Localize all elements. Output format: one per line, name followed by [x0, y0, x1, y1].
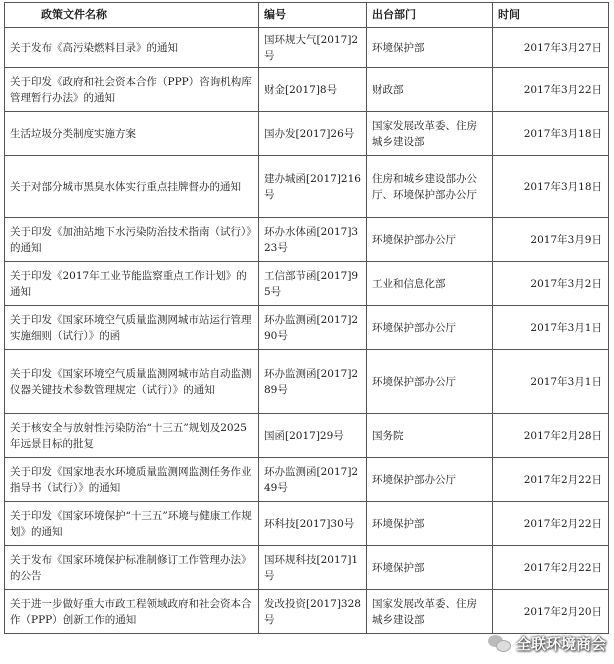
table-row [5, 590, 609, 634]
policy-name-cell: 关于发布《国家环境保护标准制修订工作管理办法》的公告 [5, 546, 259, 590]
table-row [5, 306, 609, 350]
date-cell: 2017年2月20日 [493, 590, 609, 634]
department-cell: 国家发展改革委、住房城乡建设部 [367, 112, 493, 156]
table-row [5, 502, 609, 546]
date-cell: 2017年3月18日 [493, 112, 609, 156]
number-cell: 建办城函[2017]216号 [259, 156, 367, 218]
department-cell: 国家发展改革委、住房城乡建设部 [367, 590, 493, 634]
policy-name-cell: 关于进一步做好重大市政工程领域政府和社会资本合作（PPP）创新工作的通知 [5, 590, 259, 634]
header-row [5, 3, 609, 28]
department-cell: 环境保护部 [367, 546, 493, 590]
header-number: 编号 [259, 3, 367, 28]
policy-name-cell: 关于印发《加油站地下水污染防治技术指南（试行）》的通知 [5, 218, 259, 262]
department-cell: 环境保护部办公厅 [367, 306, 493, 350]
date-cell: 2017年3月9日 [493, 218, 609, 262]
date-cell: 2017年2月28日 [493, 414, 609, 458]
policy-name-cell: 关于印发《国家地表水环境质量监测网监测任务作业指导书（试行）》的通知 [5, 458, 259, 502]
department-cell: 住房和城乡建设部办公厅、环境保护部办公厅 [367, 156, 493, 218]
table-row [5, 28, 609, 68]
department-cell: 环境保护部办公厅 [367, 218, 493, 262]
policy-name-cell: 关于对部分城市黑臭水体实行重点挂牌督办的通知 [5, 156, 259, 218]
department-cell: 环境保护部办公厅 [367, 458, 493, 502]
table-row [5, 156, 609, 218]
department-cell: 环境保护部 [367, 502, 493, 546]
policy-name-cell: 关于印发《政府和社会资本合作（PPP）咨询机构库管理暂行办法》的通知 [5, 68, 259, 112]
date-cell: 2017年2月22日 [493, 458, 609, 502]
watermark [488, 633, 606, 654]
table-row [5, 350, 609, 414]
date-cell: 2017年3月2日 [493, 262, 609, 306]
number-cell: 环办监测函[2017]289号 [259, 350, 367, 414]
table-row [5, 218, 609, 262]
number-cell: 环办监测函[2017]249号 [259, 458, 367, 502]
policy-table [4, 2, 609, 634]
department-cell: 工业和信息化部 [367, 262, 493, 306]
number-cell: 工信部节函[2017]95号 [259, 262, 367, 306]
header-date: 时间 [493, 3, 609, 28]
number-cell: 国环规大气[2017]2号 [259, 28, 367, 68]
policy-name-cell: 关于发布《高污染燃料目录》的通知 [5, 28, 259, 68]
department-cell: 财政部 [367, 68, 493, 112]
number-cell: 环办监测函[2017]290号 [259, 306, 367, 350]
header-department: 出台部门 [367, 3, 493, 28]
policy-name-cell: 关于印发《国家环境空气质量监测网城市站自动监测仪器关键技术参数管理规定（试行）》的通知 [5, 350, 259, 414]
department-cell: 国务院 [367, 414, 493, 458]
table-row [5, 68, 609, 112]
date-cell: 2017年3月18日 [493, 156, 609, 218]
policy-name-cell: 关于核安全与放射性污染防治“十三五”规划及2025年远景目标的批复 [5, 414, 259, 458]
table-row [5, 414, 609, 458]
table-row [5, 458, 609, 502]
date-cell: 2017年2月22日 [493, 546, 609, 590]
department-cell: 环境保护部办公厅 [367, 350, 493, 414]
policy-name-cell: 关于印发《国家环境保护“十三五”环境与健康工作规划》的通知 [5, 502, 259, 546]
date-cell: 2017年3月1日 [493, 350, 609, 414]
policy-name-cell: 关于印发《2017年工业节能监察重点工作计划》的通知 [5, 262, 259, 306]
date-cell: 2017年3月22日 [493, 68, 609, 112]
number-cell: 财金[2017]8号 [259, 68, 367, 112]
number-cell: 环办水体函[2017]323号 [259, 218, 367, 262]
policy-name-cell: 关于印发《国家环境空气质量监测网城市站运行管理实施细则（试行）》的函 [5, 306, 259, 350]
department-cell: 环境保护部 [367, 28, 493, 68]
number-cell: 国函[2017]29号 [259, 414, 367, 458]
number-cell: 国办发[2017]26号 [259, 112, 367, 156]
date-cell: 2017年2月22日 [493, 502, 609, 546]
table-row [5, 112, 609, 156]
number-cell: 发改投资[2017]328号 [259, 590, 367, 634]
date-cell: 2017年3月1日 [493, 306, 609, 350]
table-row [5, 262, 609, 306]
header-policy-name: 政策文件名称 [5, 3, 259, 28]
policy-name-cell: 生活垃圾分类制度实施方案 [5, 112, 259, 156]
wechat-icon [488, 635, 512, 653]
date-cell: 2017年3月27日 [493, 28, 609, 68]
watermark-text: 全联环境商会 [515, 635, 606, 653]
number-cell: 环科技[2017]30号 [259, 502, 367, 546]
number-cell: 国环规科技[2017]1号 [259, 546, 367, 590]
table-row [5, 546, 609, 590]
